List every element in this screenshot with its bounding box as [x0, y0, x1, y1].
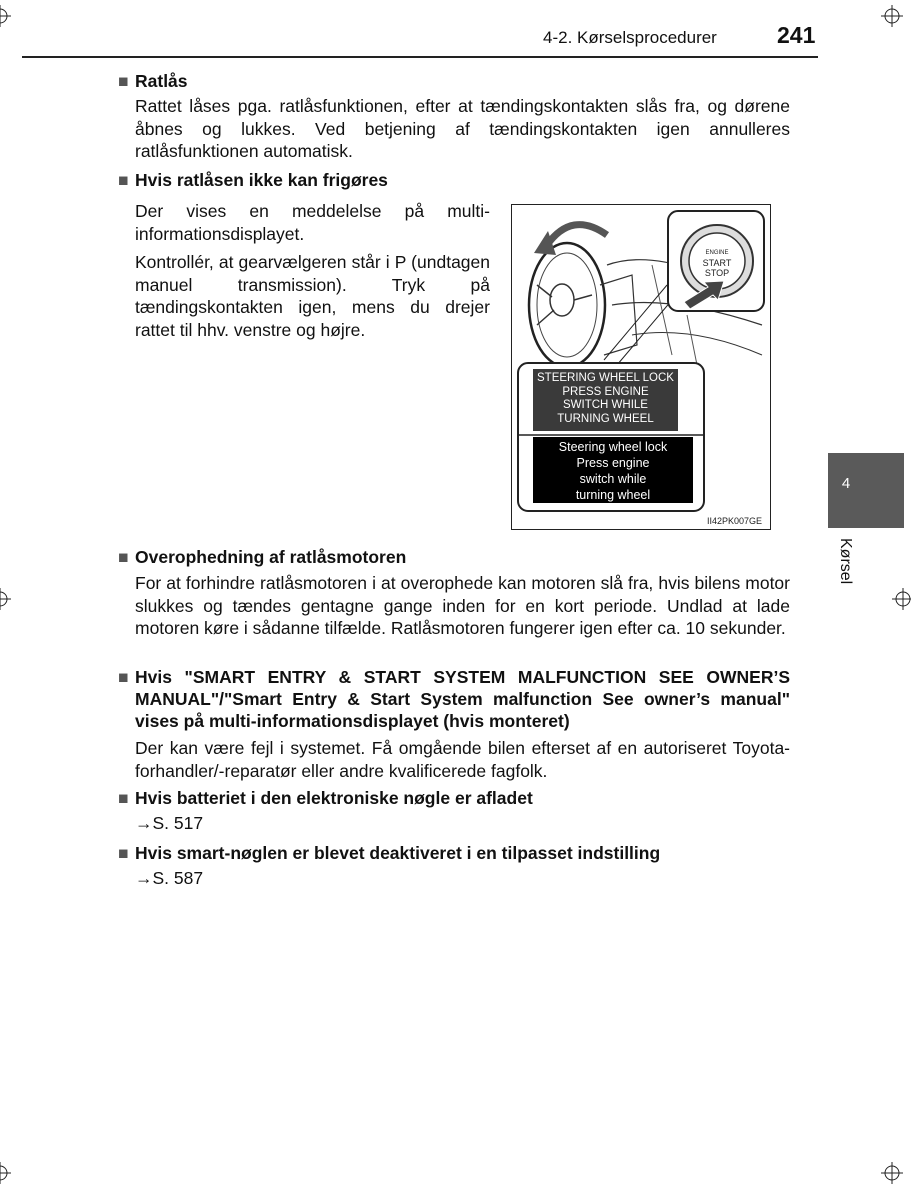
section-ratlas [118, 70, 790, 163]
bullet-square-icon: ■ [118, 843, 129, 863]
section-body [135, 812, 790, 835]
header-divider [22, 56, 818, 58]
page-reference: →S. 587 [135, 868, 204, 888]
registration-mark-left-middle [0, 588, 11, 610]
section-heading: ■ Hvis smart-nøglen er blevet deaktiveret i en tilpasset indstilling [118, 843, 661, 863]
registration-mark-top-left [0, 5, 11, 27]
bullet-square-icon: ■ [118, 667, 129, 687]
chapter-title: 4-2. Kørselsprocedurer [543, 28, 717, 47]
bullet-square-icon: ■ [118, 71, 129, 91]
chapter-tab [828, 453, 904, 528]
section-heading: ■ Hvis batteriet i den elektroniske nøgle er afladet [118, 788, 533, 808]
section-body: Der vises en meddelelse på multi-informationsdisplayet. Kontrollér, at gearvælgeren står i P (undtagen manuel transmission). Tryk på tændingskontakten igen, mens du drejer rattet til hhv. venstre og højre. [135, 201, 490, 340]
bullet-square-icon: ■ [118, 170, 129, 190]
section-body: For at forhindre ratlåsmotoren i at overophede kan motoren slå fra, hvis bilens motor slukkes og tændes gentagne gange inden for en kort periode. Undlad at lade motoren køre i sådanne tilfælde. Ratlåsmotoren fungerer igen efter ca. 10 sekunder. [135, 573, 790, 638]
section-smart-key-deactivated [118, 842, 790, 890]
display-message-english: STEERING WHEEL LOCK PRESS ENGINE SWITCH WHILE TURNING WHEEL [533, 369, 678, 431]
registration-mark-bottom-left [0, 1162, 11, 1184]
section-body [135, 867, 790, 890]
steering-lock-illustration [511, 204, 771, 530]
section-body: Rattet låses pga. ratlåsfunktionen, efter at tændingskontakten slås fra, og dørene åbnes og lukkes. Ved betjening af tændingskontakten igen annulleres ratlåsfunktionen automatisk. [135, 96, 790, 161]
figure-code: II42PK007GE [706, 516, 762, 526]
section-heading: ■ Overophedning af ratlåsmotoren [118, 547, 407, 567]
bullet-square-icon: ■ [118, 547, 129, 567]
section-heading: ■ Hvis ratlåsen ikke kan frigøres [118, 170, 388, 190]
section-system-malfunction [118, 666, 790, 782]
section-key-battery [118, 787, 790, 835]
registration-mark-top-right [881, 5, 903, 27]
section-body: Der kan være fejl i systemet. Få omgående bilen efterset af en autoriseret Toyota-forhandler/-reparatør eller andre kvalificerede fagfolk. [135, 738, 790, 781]
bullet-square-icon: ■ [118, 788, 129, 808]
engine-start-stop-button: ENGINE START STOP [702, 250, 732, 278]
page-reference: →S. 517 [135, 813, 204, 833]
section-heading: ■ Hvis "SMART ENTRY & START SYSTEM MALFUNCTION SEE OWNER’S MANUAL"/"Smart Entry & Start System malfunction See owner’s manual" vises på multi-informationsdisplayet (hvis monteret) [118, 667, 790, 731]
registration-mark-bottom-right [881, 1162, 903, 1184]
display-message-alt: Steering wheel lock Press engine switch while turning wheel [533, 437, 693, 503]
chapter-tab-label: Kørsel [837, 538, 854, 585]
section-heading: ■ Ratlås [118, 71, 188, 91]
chapter-tab-number: 4 [841, 475, 851, 492]
registration-mark-right-middle [892, 588, 911, 610]
page-number: 241 [777, 22, 816, 48]
section-overheating [118, 546, 790, 640]
